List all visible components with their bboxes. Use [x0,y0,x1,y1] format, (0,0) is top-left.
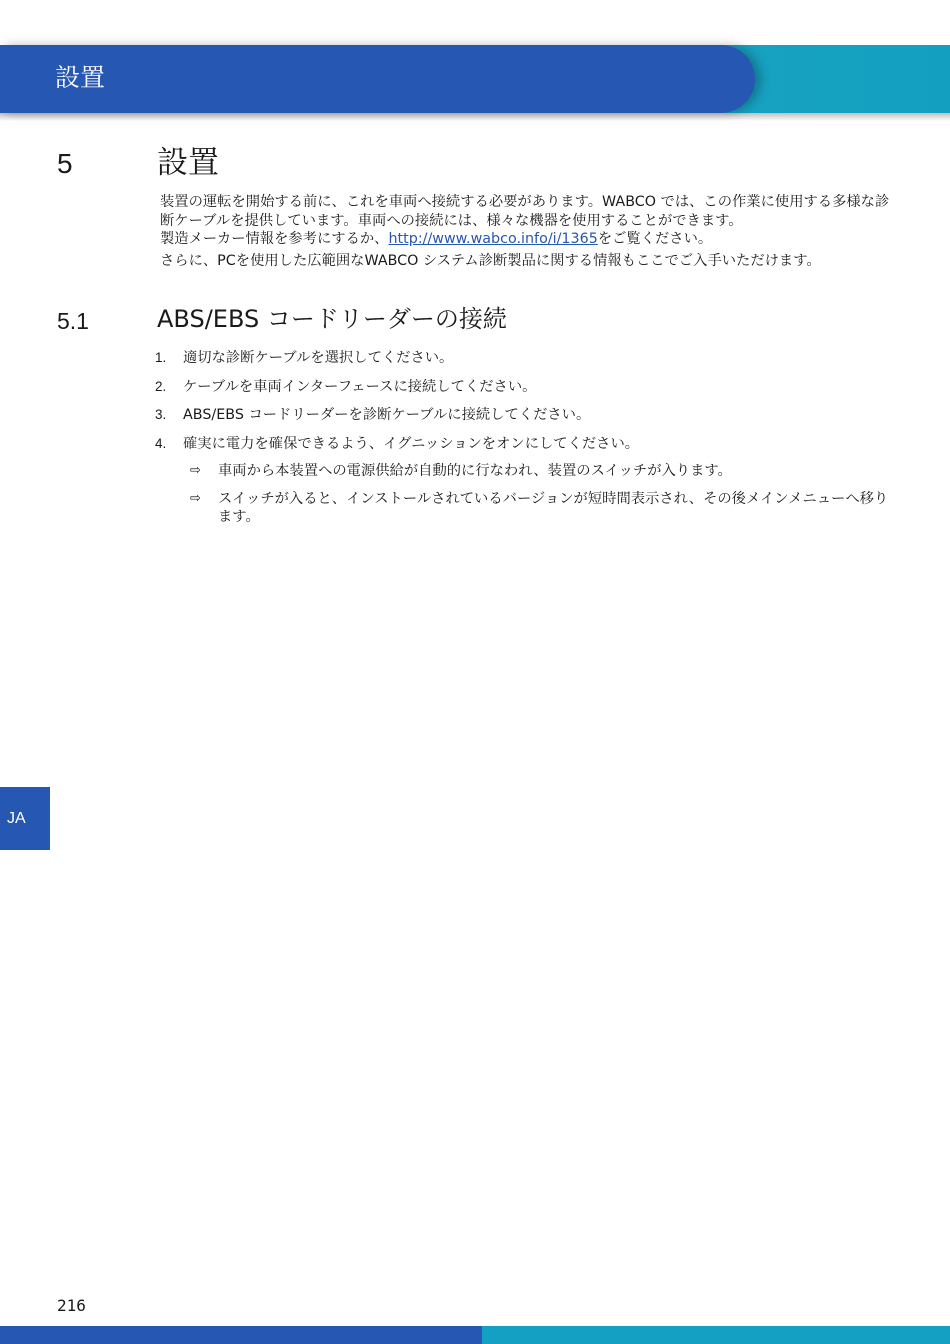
subsection-number: 5.1 [57,308,89,334]
header-shadow [0,113,950,121]
intro-paragraph-2: さらに、PCを使用した広範囲なWABCO システム診断製品に関する情報もここでご入手いただけます。 [160,252,821,269]
result-text: スイッチが入ると、インストールされているバージョンが短時間表示され、その後メインメニューへ移ります。 [218,490,889,525]
footer-blue-bar [0,1326,482,1344]
intro-line-1: 装置の運転を開始する前に、これを車両へ接続する必要があります。WABCO では、この作業に使用する多様な診断ケーブルを提供しています。車両への接続には、様々な機器を使用することができます。 [160,194,890,229]
step-number: 3. [155,407,167,422]
step-item [155,378,895,397]
intro-line-2-after: をご覧ください。 [597,231,713,247]
section-title: 設置 [157,145,219,181]
result-arrow-icon: ⇨ [190,463,201,478]
step-text: ケーブルを車両インターフェースに接続してください。 [183,378,537,395]
subsection-title: ABS/EBS コードリーダーの接続 [157,305,507,333]
result-item [190,490,890,527]
result-text: 車両から本装置への電源供給が自動的に行なわれ、装置のスイッチが入ります。 [218,463,732,479]
step-item [155,349,895,368]
result-list [190,462,890,536]
result-arrow-icon: ⇨ [190,490,201,506]
language-tab: JA [0,787,50,850]
step-number: 2. [155,378,167,394]
step-text: 適切な診断ケーブルを選択してください。 [183,350,454,366]
section-intro [160,193,900,273]
wabco-info-link[interactable]: http://www.wabco.info/i/1365 [388,231,598,247]
page-number: 216 [57,1296,86,1315]
step-item [155,406,895,425]
step-list [155,349,895,463]
header-title: 設置 [55,63,106,92]
header-blue-tab [0,45,755,113]
footer-teal-bar [482,1326,950,1344]
step-text: ABS/EBS コードリーダーを診断ケーブルに接続してください。 [183,407,591,423]
intro-line-2-before: 製造メーカー情報を参考にするか、 [160,231,389,247]
section-number: 5 [57,148,73,179]
step-number: 1. [155,350,167,365]
step-item [155,435,895,454]
result-item [190,462,890,481]
intro-paragraph [160,193,900,249]
step-number: 4. [155,435,167,451]
step-text: 確実に電力を確保できるよう、イグニッションをオンにしてください。 [183,435,640,452]
